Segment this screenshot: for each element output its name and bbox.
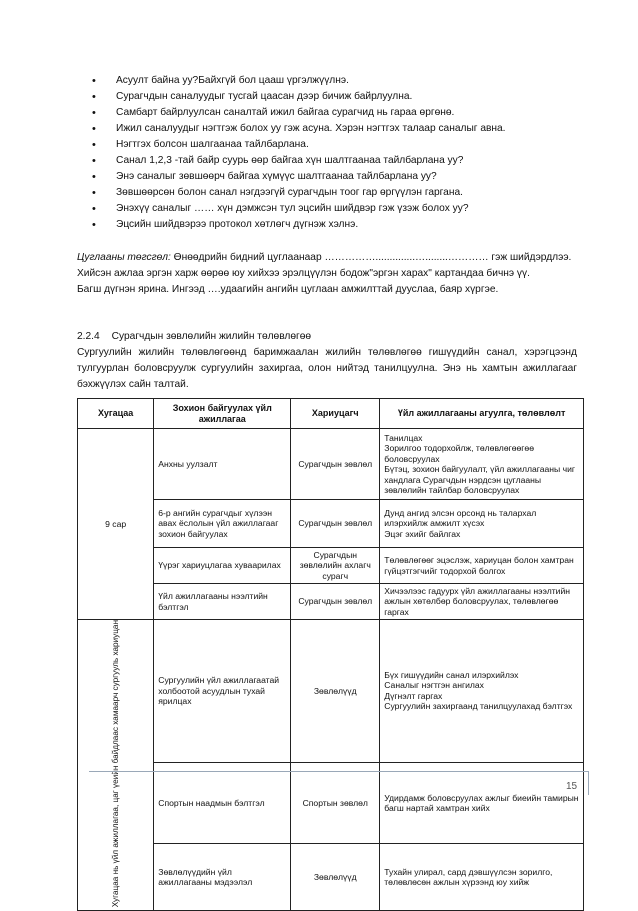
page-number-rule <box>89 771 589 772</box>
activity-cell: Анхны уулзалт <box>154 429 291 500</box>
responsible-cell: Сурагчдын зөвлөл <box>291 429 380 500</box>
bullet-list <box>88 73 588 233</box>
page-number: 15 <box>566 781 578 792</box>
list-item: • Самбарт байрлуулсан саналтай ижил байгаа сурагчид нь гараа өргөнө. <box>88 105 588 121</box>
content-cell <box>380 500 584 548</box>
content-line: Эцэг эхийг байлгах <box>384 528 461 539</box>
closing-text: Өнөөдрийн бидний цуглаанаар ……………..............…........………… гэж шийдэрдлээ. Хийсэн ажлаа эргэн харж өөрөө юу хийхээ эрэлцүүлэн бодож"эргэн харах" картандаа бичнэ үү. <box>77 252 572 280</box>
content-cell <box>380 620 584 763</box>
content-line: Бүтэц, зохион байгуулалт, үйл ажиллагааны чиг хандлага Сурагчдын нэрдсэн цуглааны зөвлөлийн тайлбар боловсруулах <box>384 464 576 495</box>
annual-plan-table <box>77 398 584 911</box>
content-cell <box>380 429 584 500</box>
list-item: • Санал 1,2,3 -тай байр суурь өөр байгаа хүн шалтгаанаа тайлбарлана уу? <box>88 153 588 169</box>
list-item: • Эцсийн шийдвэрээ протокол хөтлөгч дүгнэж хэлнэ. <box>88 217 588 233</box>
list-item: • Сурагчдын саналуудыг тусгай цаасан дээр бичиж байрлуулна. <box>88 89 588 105</box>
responsible-cell: Сурагчдын зөвлөл <box>291 500 380 548</box>
content-cell <box>380 584 584 620</box>
header-period: Хугацаа <box>78 399 154 429</box>
content-line: Саналыг нэгтгэн ангилах <box>384 680 484 691</box>
section-number: 2.2.4 <box>77 331 100 342</box>
table-row <box>78 844 584 910</box>
content-line: Бүх гишүүдийн санал илэрхийлэх <box>384 669 519 680</box>
list-item: • Зөвшөөрсөн болон санал нэгдээгүй сурагчдын тоог гар өргүүлэн гаргана. <box>88 185 588 201</box>
activity-cell: Зөвлөлүүдийн үйл ажиллагааны мэдээлэл <box>154 844 291 910</box>
responsible-cell: Зөвлөлүүд <box>291 620 380 763</box>
meeting-closing-paragraph <box>77 250 577 299</box>
period-cell-vertical <box>78 620 154 911</box>
header-responsible: Хариуцагч <box>291 399 380 429</box>
content-line: Удирдамж боловсруулах ажлыг биеийн тамирын багш нартай хамтран хийх <box>384 792 579 814</box>
page-number-rule-vertical <box>588 771 589 795</box>
table-row <box>78 548 584 584</box>
closing-line2: Багш дүгнэн ярина. Ингээд ….удаагийн ангийн цуглаан амжилттай дууслаа, баяр хүргэе. <box>77 284 499 296</box>
list-item: • Асуулт байна уу?Байхгүй бол цааш үргэлжүүлнэ. <box>88 73 588 89</box>
responsible-cell: Сурагчдын зөвлөлийн ахлагч сурагч <box>291 548 380 584</box>
list-item: • Энэхүү саналыг …… хүн дэмжсэн тул эцсийн шийдвэр гэж үзэж болох уу? <box>88 201 588 217</box>
table-row <box>78 620 584 763</box>
content-cell <box>380 548 584 584</box>
header-content: Үйл ажиллагааны агуулга, төлөвлөлт <box>380 399 584 429</box>
list-item: • Энэ саналыг зөвшөөрч байгаа хүмүүс шалтгаанаа тайлбарлана уу? <box>88 169 588 185</box>
content-line: Дунд ангид элсэн орсонд нь талархал илэрхийлж амжилт хүсэх <box>384 507 537 529</box>
activity-cell: Үйл ажиллагааны нээлтийн бэлтгэл <box>154 584 291 620</box>
activity-cell: Спортын наадмын бэлтгэл <box>154 762 291 844</box>
content-line: Хичээлээс гадуурх үйл ажиллагааны нээлтийн ажлын хөтөлбөр боловсруулах, төлөвлөгөө гаргах <box>384 585 570 617</box>
content-line: Сургуулийн захиргаанд танилцуулахад бэлтгэх <box>384 701 573 712</box>
table-row <box>78 584 584 620</box>
activity-cell: Үүрэг хариуцлагаа хуваарилах <box>154 548 291 584</box>
activity-cell: 6-р ангийн сурагчдыг хүлээн авах ёслолын үйл ажиллагааг зохион байгуулах <box>154 500 291 548</box>
period-vertical-text: Хугацаа нь үйл ажиллагаа, цаг үеийн байдлаас хамаарч сургууль хариуцан <box>110 620 120 908</box>
list-item: • Ижил саналуудыг нэгтгэж болох уу гэж асуна. Хэрэн нэгтгэх талаар саналыг авна. <box>88 121 588 137</box>
responsible-cell: Спортын зөвлөл <box>291 762 380 844</box>
responsible-cell: Сурагчдын зөвлөл <box>291 584 380 620</box>
content-line: Дүгнэлт гаргах <box>384 690 443 701</box>
closing-lead: Цуглааны төгсгөл: <box>77 252 171 263</box>
table-header-row <box>78 399 584 429</box>
period-cell: 9 сар <box>78 429 154 620</box>
content-cell <box>380 762 584 844</box>
content-line: Төлөвлөгөөг эцэслэж, хариуцан болон хамтран гүйцэтгэгчийг тодорхой болгох <box>384 555 574 576</box>
content-cell <box>380 844 584 910</box>
header-activity: Зохион байгуулах үйл ажиллагаа <box>154 399 291 429</box>
responsible-cell: Зөвлөлүүд <box>291 844 380 910</box>
activity-cell: Сургуулийн үйл ажиллагаатай холбоотой асуудлын тухай ярилцах <box>154 620 291 763</box>
content-line: Танилцах <box>384 432 423 443</box>
list-item: • Нэгтгэх болсон шалгаанаа тайлбарлана. <box>88 137 588 153</box>
table-row <box>78 762 584 844</box>
table-row <box>78 429 584 500</box>
content-line: Зорилгоо тодорхойлж, төлөвлөгөөгөө боловсруулах <box>384 443 534 464</box>
section-paragraph: Сургуулийн жилийн төлөвлөгөөнд баримжаалан жилийн төлөвлөгөө гишүүдийн санал, хэрэгцээнд тулгуурлан боловсруулж сургуулийн захиргаа, олон нийтэд танилцуулна. Энэ нь хамтын ажиллагааг бэхжүүлэх сайн талтай. <box>77 347 577 391</box>
table-row <box>78 500 584 548</box>
section-heading <box>77 329 311 345</box>
section-title: Сурагчдын зөвлөлийн жилийн төлөвлөгөө <box>111 331 312 342</box>
content-line: Тухайн улирал, сард дэвшүүлсэн зорилго, төлөвлөсөн ажлын хүрээнд юу хийж <box>384 866 553 888</box>
